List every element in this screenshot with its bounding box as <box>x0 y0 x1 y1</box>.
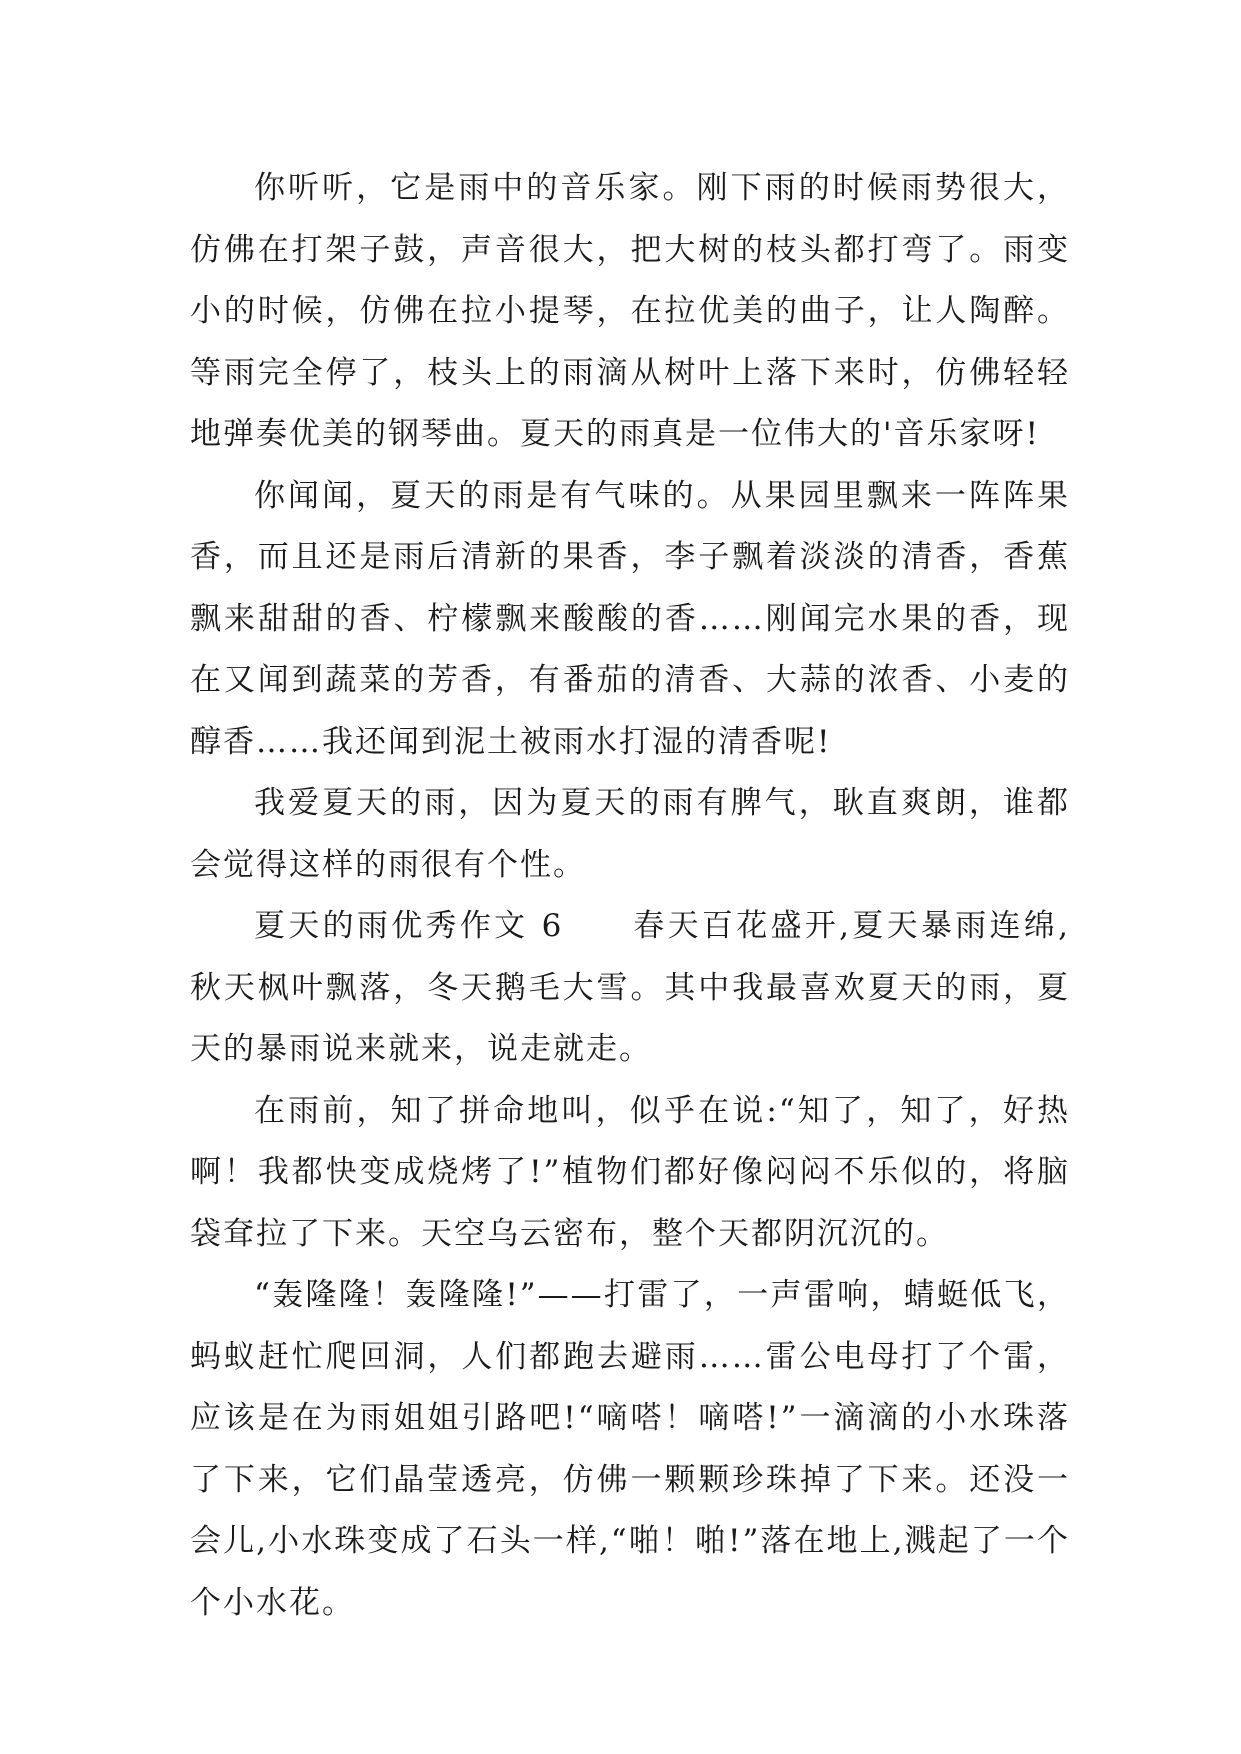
paragraph-5: 在雨前，知了拼命地叫，似乎在说:“知了，知了，好热啊！我都快变成烧烤了!”植物们都好像闷闷不乐似的，将脑袋耷拉了下来。天空乌云密布，整个天都阴沉沉的。 <box>190 1092 1070 1252</box>
paragraph-2: 你闻闻，夏天的雨是有气味的。从果园里飘来一阵阵果香，而且还是雨后清新的果香，李子飘着淡淡的清香，香蕉飘来甜甜的香、柠檬飘来酸酸的香……刚闻完水果的香，现在又闻到蔬菜的芳香，有番茄的清香、大蒜的浓香、小麦的醇香……我还闻到泥土被雨水打湿的清香呢! <box>190 477 1070 760</box>
paragraph-6: “轰隆隆！轰隆隆!”——打雷了，一声雷响，蜻蜓低飞，蚂蚁赶忙爬回洞，人们都跑去避雨……雷公电母打了个雷，应该是在为雨姐姐引路吧!“嘀嗒！嘀嗒!”一滴滴的小水珠落了下来，它们晶莹透亮，仿佛一颗颗珍珠掉了下来。还没一会儿,小水珠变成了石头一样,“啪！啪!”落在地上,溅起了一个个小水花。 <box>190 1277 1070 1621</box>
document-body <box>190 158 1070 1634</box>
paragraph-1: 你听听，它是雨中的音乐家。刚下雨的时候雨势很大，仿佛在打架子鼓，声音很大，把大树的枝头都打弯了。雨变小的时候，仿佛在拉小提琴，在拉优美的曲子，让人陶醉。等雨完全停了，枝头上的雨滴从树叶上落下来时，仿佛轻轻地弹奏优美的钢琴曲。夏天的雨真是一位伟大的'音乐家呀! <box>190 170 1070 452</box>
paragraph-3: 我爱夏天的雨，因为夏天的雨有脾气，耿直爽朗，谁都会觉得这样的雨很有个性。 <box>190 785 1070 883</box>
paragraph-4: 夏天的雨优秀作文 6 春天百花盛开,夏天暴雨连绵,秋天枫叶飘落，冬天鹅毛大雪。其中我最喜欢夏天的雨，夏天的暴雨说来就来，说走就走。 <box>190 908 1070 1067</box>
